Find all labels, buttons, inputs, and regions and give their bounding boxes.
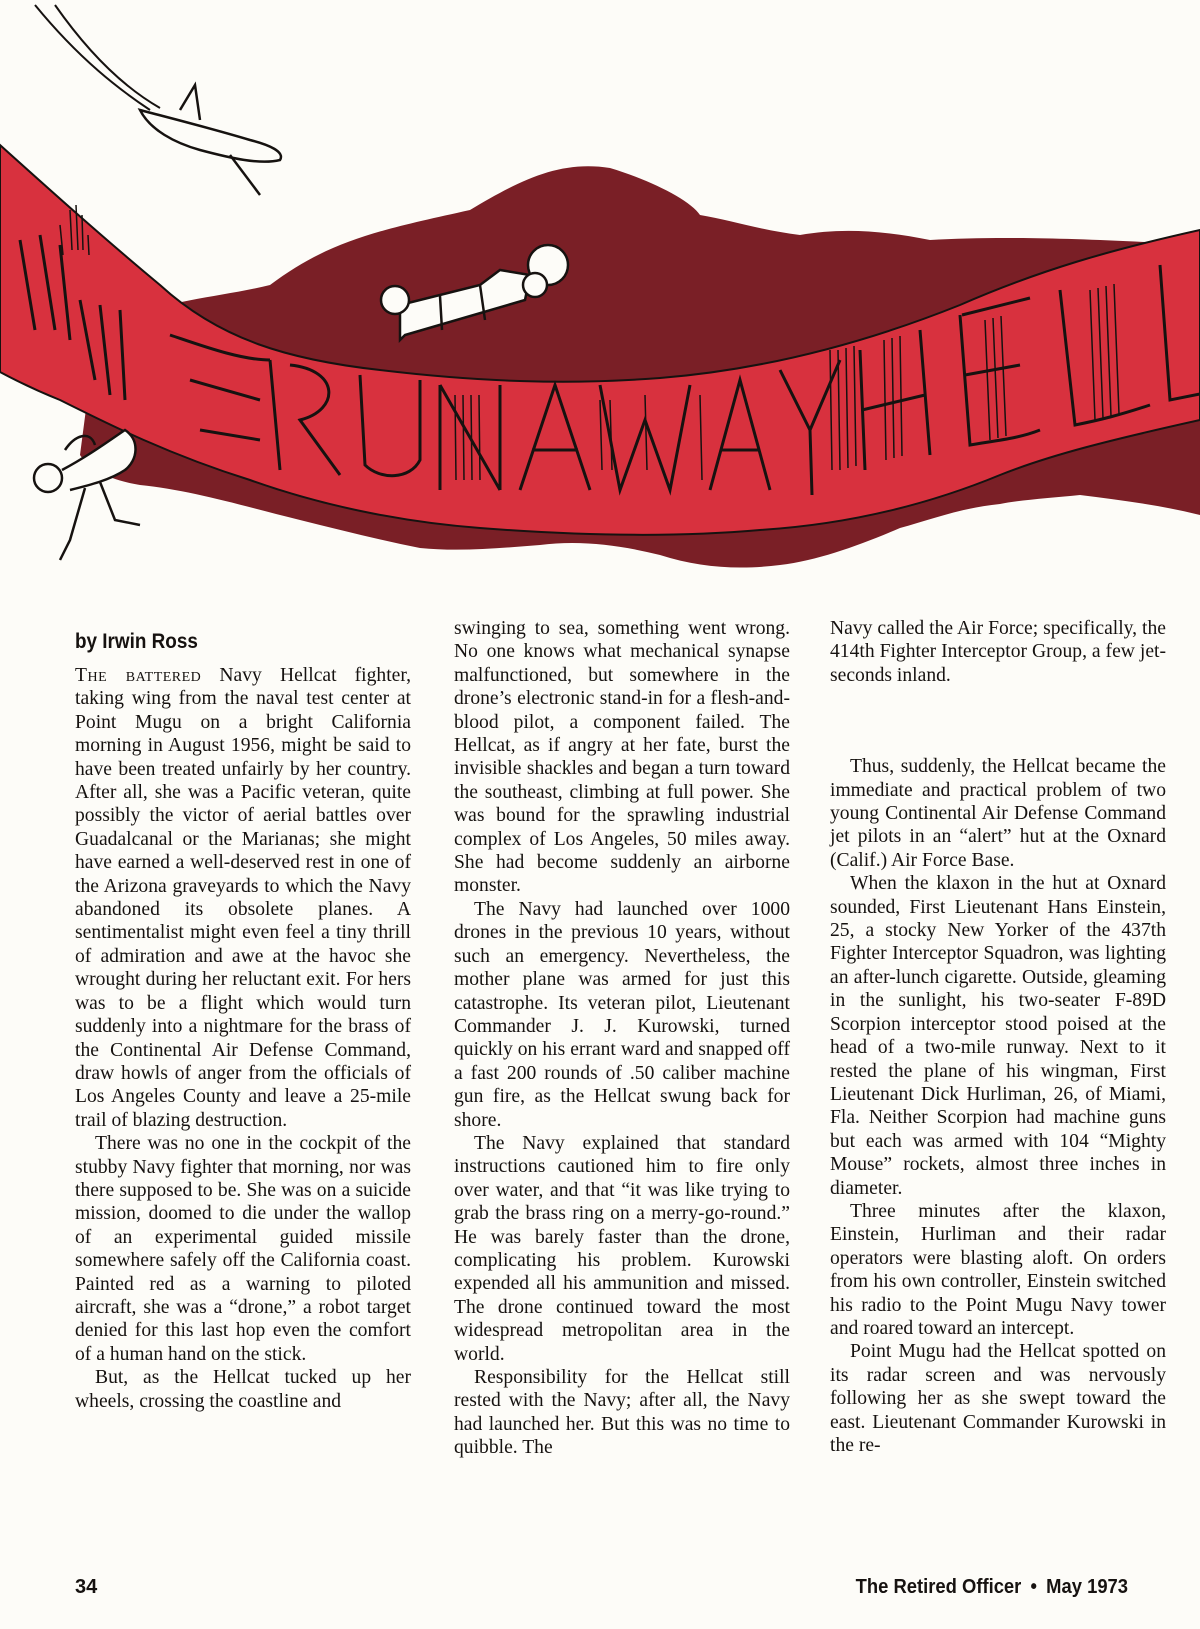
lead-in: The battered (75, 665, 202, 686)
separator: • (1030, 1576, 1037, 1598)
article-column-1 (75, 664, 411, 1413)
paragraph: But, as the Hellcat tucked up her wheels, crossing the coastline and (75, 1367, 411, 1412)
paragraph: The Navy had launched over 1000 drones in the previous 10 years, without such an emergency. Nevertheless, the mother plane was armed for just this catastrophe. Its veteran pilot, Lieutenant Commander J. J. Kurowski, turned quickly on his errant ward and snapped off a fast 200 rounds of .50 caliber machine gun fire, as the Hellcat swung back for shore. (454, 898, 790, 1131)
paragraph: Responsibility for the Hellcat still rested with the Navy; after all, the Navy had launched her. But this was no time to quibble. The (454, 1367, 790, 1459)
column-gap (830, 687, 1166, 755)
paragraph: The battered Navy Hellcat fighter, taking wing from the naval test center at Point Mugu on a bright California morning in August 1956, might be said to have been treated unfairly by her country. After all, she was a Pacific veteran, quite possibly the victor of aerial battles over Guadalcanal or the Marianas; she might have earned a well-deserved rest in one of the Arizona graveyards to which the Navy abandoned its obsolete planes. A sentimentalist might even feel a tiny thrill of admiration and awe at the havoc she wrought during her reluctant exit. For hers was to be a flight which would turn suddenly into a nightmare for the brass of the Continental Air Defense Command, draw howls of anger from the officials of Los Angeles County and leave a 25-mile trail of blazing destruction. (75, 665, 411, 1131)
paragraph: When the klaxon in the hut at Oxnard sounded, First Lieutenant Hans Einstein, 25, a stocky New Yorker of the 437th Fighter Interceptor Squadron, was lighting an after-lunch cigarette. Outside, gleaming in the sunlight, his two-seater F-89D Scorpion interceptor stood poised at the head of a two-mile runway. Next to it rested the plane of his wingman, First Lieutenant Dick Hurliman, 26, of Miami, Fla. Neither Scorpion had machine guns but each was armed with 104 “Mighty Mouse” rockets, almost three inches in diameter. (830, 873, 1166, 1199)
paragraph: Point Mugu had the Hellcat spotted on its radar screen and was nervously following her as she swept toward the east. Lieutenant Commander Kurowski in the re- (830, 1341, 1166, 1456)
article-column-2 (454, 617, 790, 1460)
paragraph: swinging to sea, something went wrong. No one knows what mechanical synapse malfunctioned, but somewhere in the drone’s electronic stand-in for a flesh-and-blood pilot, a component failed. The Hellcat, as if angry at her fate, burst the invisible shackles and began a turn toward the southeast, climbing at full power. She was bound for the sprawling industrial complex of Los Angeles, 50 miles away. She had become suddenly an airborne monster. (454, 618, 790, 897)
paragraph: The Navy explained that standard instructions cautioned him to fire only over water, and that “it was like trying to grab the brass ring on a merry-go-round.” He was barely faster than the drone, complicating his problem. Kurowski expended all his ammunition and missed. The drone continued toward the most widespread metropolitan area in the world. (454, 1132, 790, 1365)
page-number: 34 (75, 1576, 98, 1598)
paragraph: There was no one in the cockpit of the stubby Navy fighter that morning, nor was there supposed to be. She was on a suicide mission, doomed to die under the wallop of an experimental guided missile somewhere safely off the California coast. Painted red as a warning to piloted aircraft, she was a “drone,” a robot target denied for this last hop even the comfort of a human hand on the stick. (75, 1133, 411, 1365)
paragraph: Navy called the Air Force; specifically, the 414th Fighter Interceptor Group, a few jet-seconds inland. (830, 618, 1166, 686)
paragraph: Thus, suddenly, the Hellcat became the immediate and practical problem of two young Continental Air Defense Command jet pilots in an “alert” hut at the Oxnard (Calif.) Air Force Base. (830, 756, 1166, 871)
title-illustration (0, 0, 1200, 600)
running-footer (856, 1576, 1128, 1599)
byline: by Irwin Ross (75, 630, 198, 653)
jet-plane-drawing (140, 85, 281, 195)
magazine-name: The Retired Officer (855, 1576, 1022, 1598)
issue-date: May 1973 (1046, 1576, 1128, 1598)
contrail (35, 5, 160, 110)
article-column-3 (830, 617, 1166, 1457)
paragraph: Three minutes after the klaxon, Einstein, Hurliman and their radar operators were blasting aloft. On orders from his own controller, Einstein switched his radio to the Point Mugu Navy tower and roared toward an intercept. (830, 1200, 1166, 1339)
